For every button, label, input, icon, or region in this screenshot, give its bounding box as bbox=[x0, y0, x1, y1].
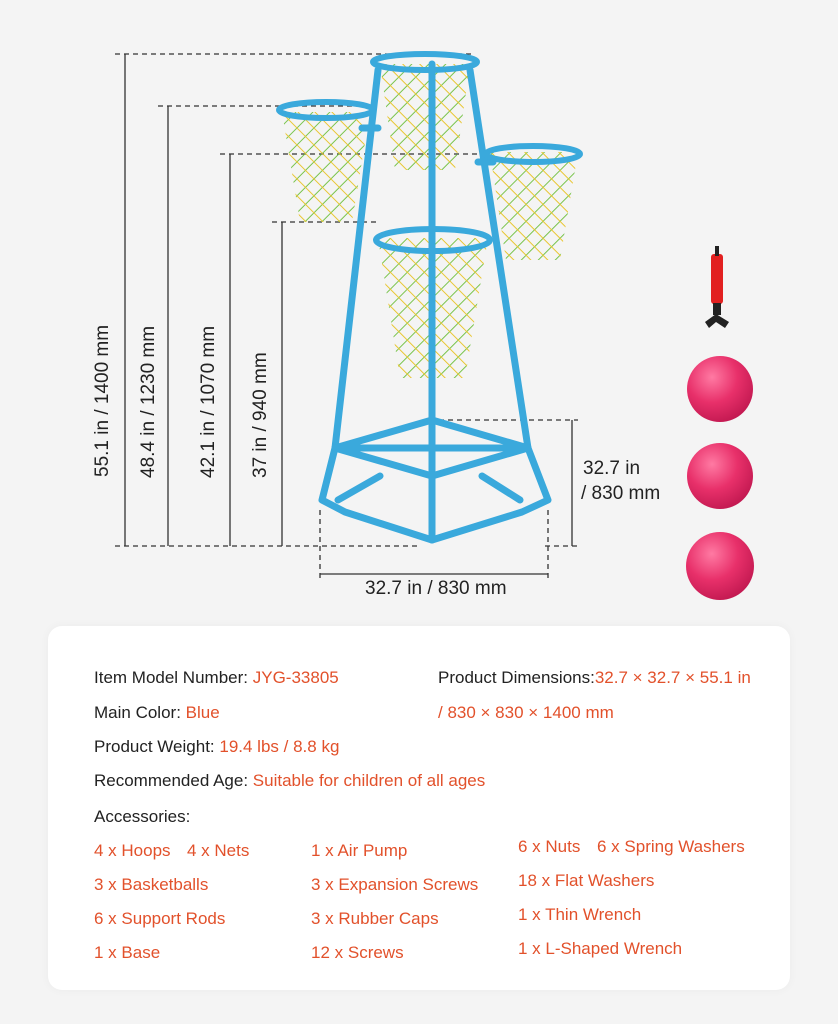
spec-card bbox=[48, 626, 790, 990]
ball-3 bbox=[686, 532, 754, 600]
base-depth-label-line1: 32.7 in bbox=[583, 458, 641, 479]
age-value: Suitable for children of all ages bbox=[252, 771, 486, 790]
dims-value-line1: 32.7 × 32.7 × 55.1 in bbox=[594, 668, 751, 687]
accessory-rubber-caps: 3 x Rubber Caps bbox=[311, 909, 439, 928]
accessory-base: 1 x Base bbox=[94, 943, 161, 962]
model-row bbox=[94, 668, 339, 688]
dims-row bbox=[438, 668, 751, 688]
accessory-hoops: 4 x Hoops bbox=[94, 841, 171, 860]
total-height-label: 55.1 in / 1400 mm bbox=[92, 324, 113, 477]
accessory-expansion-screws: 3 x Expansion Screws bbox=[311, 875, 479, 894]
accessory-screws: 12 x Screws bbox=[311, 943, 404, 962]
accessory-flat-washers: 18 x Flat Washers bbox=[518, 871, 655, 890]
model-label: Item Model Number: bbox=[94, 668, 248, 687]
accessory-support-rods: 6 x Support Rods bbox=[94, 909, 226, 928]
color-row bbox=[94, 703, 220, 723]
dims-value-line2: / 830 × 830 × 1400 mm bbox=[438, 703, 614, 722]
ball-1 bbox=[687, 356, 753, 422]
color-label: Main Color: bbox=[94, 703, 181, 722]
accessory-l-shaped-wrench: 1 x L-Shaped Wrench bbox=[518, 939, 683, 958]
accessory-nuts: 6 x Nuts bbox=[518, 837, 581, 856]
accessories-label: Accessories: bbox=[94, 807, 191, 826]
accessory-nets: 4 x Nets bbox=[187, 841, 250, 860]
hoop-height-3-label: 42.1 in / 1070 mm bbox=[198, 325, 219, 478]
accessory-spring-washers: 6 x Spring Washers bbox=[597, 837, 745, 856]
base-depth-label-line2: / 830 mm bbox=[581, 483, 661, 504]
dims-label: Product Dimensions: bbox=[438, 668, 595, 687]
hoop-height-2-label: 48.4 in / 1230 mm bbox=[138, 325, 159, 478]
age-row bbox=[94, 771, 485, 791]
accessory-basketballs: 3 x Basketballs bbox=[94, 875, 209, 894]
hoop-height-4-label: 37 in / 940 mm bbox=[250, 352, 271, 478]
basketballs bbox=[686, 356, 754, 600]
weight-row bbox=[94, 737, 339, 757]
model-value: JYG-33805 bbox=[252, 668, 339, 687]
base-width-label: 32.7 in / 830 mm bbox=[365, 578, 507, 599]
ball-2 bbox=[687, 443, 753, 509]
weight-value: 19.4 lbs / 8.8 kg bbox=[219, 737, 340, 756]
weight-label: Product Weight: bbox=[94, 737, 215, 756]
color-value: Blue bbox=[185, 703, 220, 722]
accessory-thin-wrench: 1 x Thin Wrench bbox=[518, 905, 642, 924]
air-pump-icon bbox=[705, 246, 729, 328]
accessory-air-pump: 1 x Air Pump bbox=[311, 841, 408, 860]
age-label: Recommended Age: bbox=[94, 771, 249, 790]
